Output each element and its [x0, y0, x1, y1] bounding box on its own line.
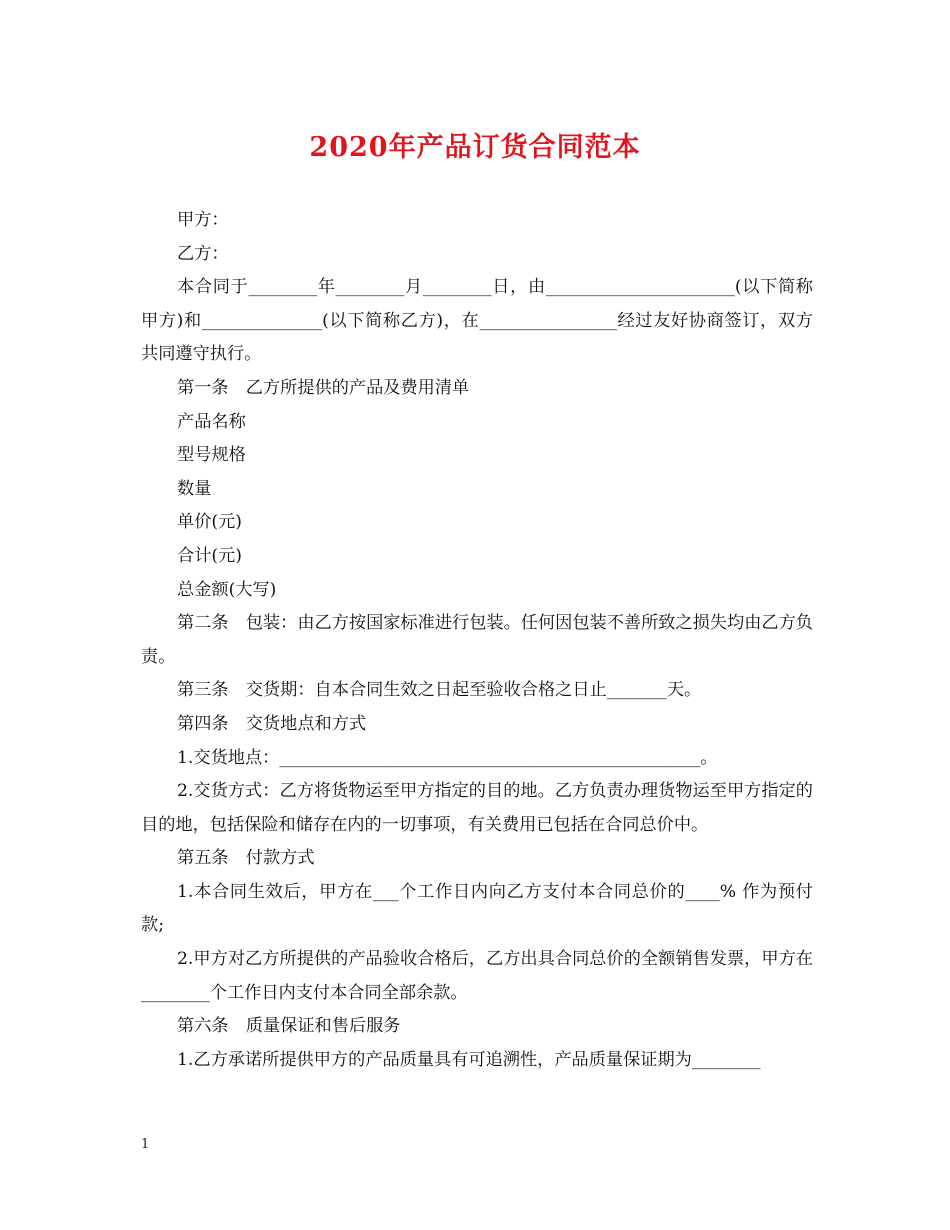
delivery-location: 1.交货地点：_________________________________________________。: [177, 747, 718, 768]
list-item-model-spec: 型号规格: [177, 445, 246, 466]
article-4-heading: 第四条 交货地点和方式: [177, 713, 367, 734]
party-a-line: 甲方：: [177, 210, 229, 230]
page-number: 1: [141, 1137, 150, 1152]
party-b-line: 乙方：: [177, 243, 229, 264]
payment-advance: 1.本合同生效后，甲方在___个工作日内向乙方支付本合同总价的____% 作为预付款;: [141, 881, 813, 936]
delivery-method: 2.交货方式：乙方将货物运至甲方指定的目的地。乙方负责办理货物运至甲方指定的目的地，包括保险和储存在内的一切事项，有关费用已包括在合同总价中。: [141, 781, 813, 835]
document-title: 2020年产品订货合同范本: [309, 132, 641, 163]
contract-intro: 本合同于________年________月________日，由______________________(以下简称甲方)和______________(以下简称乙方)，在________________经过友好协商签订，双方共同遵守执行。: [141, 277, 813, 365]
list-item-quantity: 数量: [177, 478, 212, 499]
list-item-subtotal: 合计(元): [177, 545, 242, 566]
article-2-packaging: 第二条 包装：由乙方按国家标准进行包装。任何因包装不善所致之损失均由乙方负责。: [141, 613, 813, 667]
article-6-heading: 第六条 质量保证和售后服务: [177, 1016, 401, 1037]
list-item-unit-price: 单价(元): [177, 512, 242, 533]
list-item-product-name: 产品名称: [177, 411, 246, 432]
article-5-heading: 第五条 付款方式: [177, 848, 315, 869]
article-3-delivery-period: 第三条 交货期：自本合同生效之日起至验收合格之日止_______天。: [177, 680, 702, 701]
list-item-total-amount: 总金额(大写): [177, 579, 277, 600]
contract-body: [141, 204, 813, 1077]
payment-balance: 2.甲方对乙方所提供的产品验收合格后，乙方出具合同总价的全额销售发票，甲方在________个工作日内支付本合同全部余款。: [141, 949, 813, 1003]
article-1-heading: 第一条 乙方所提供的产品及费用清单: [177, 377, 470, 398]
quality-warranty: 1.乙方承诺所提供甲方的产品质量具有可追溯性，产品质量保证期为________: [177, 1049, 761, 1070]
